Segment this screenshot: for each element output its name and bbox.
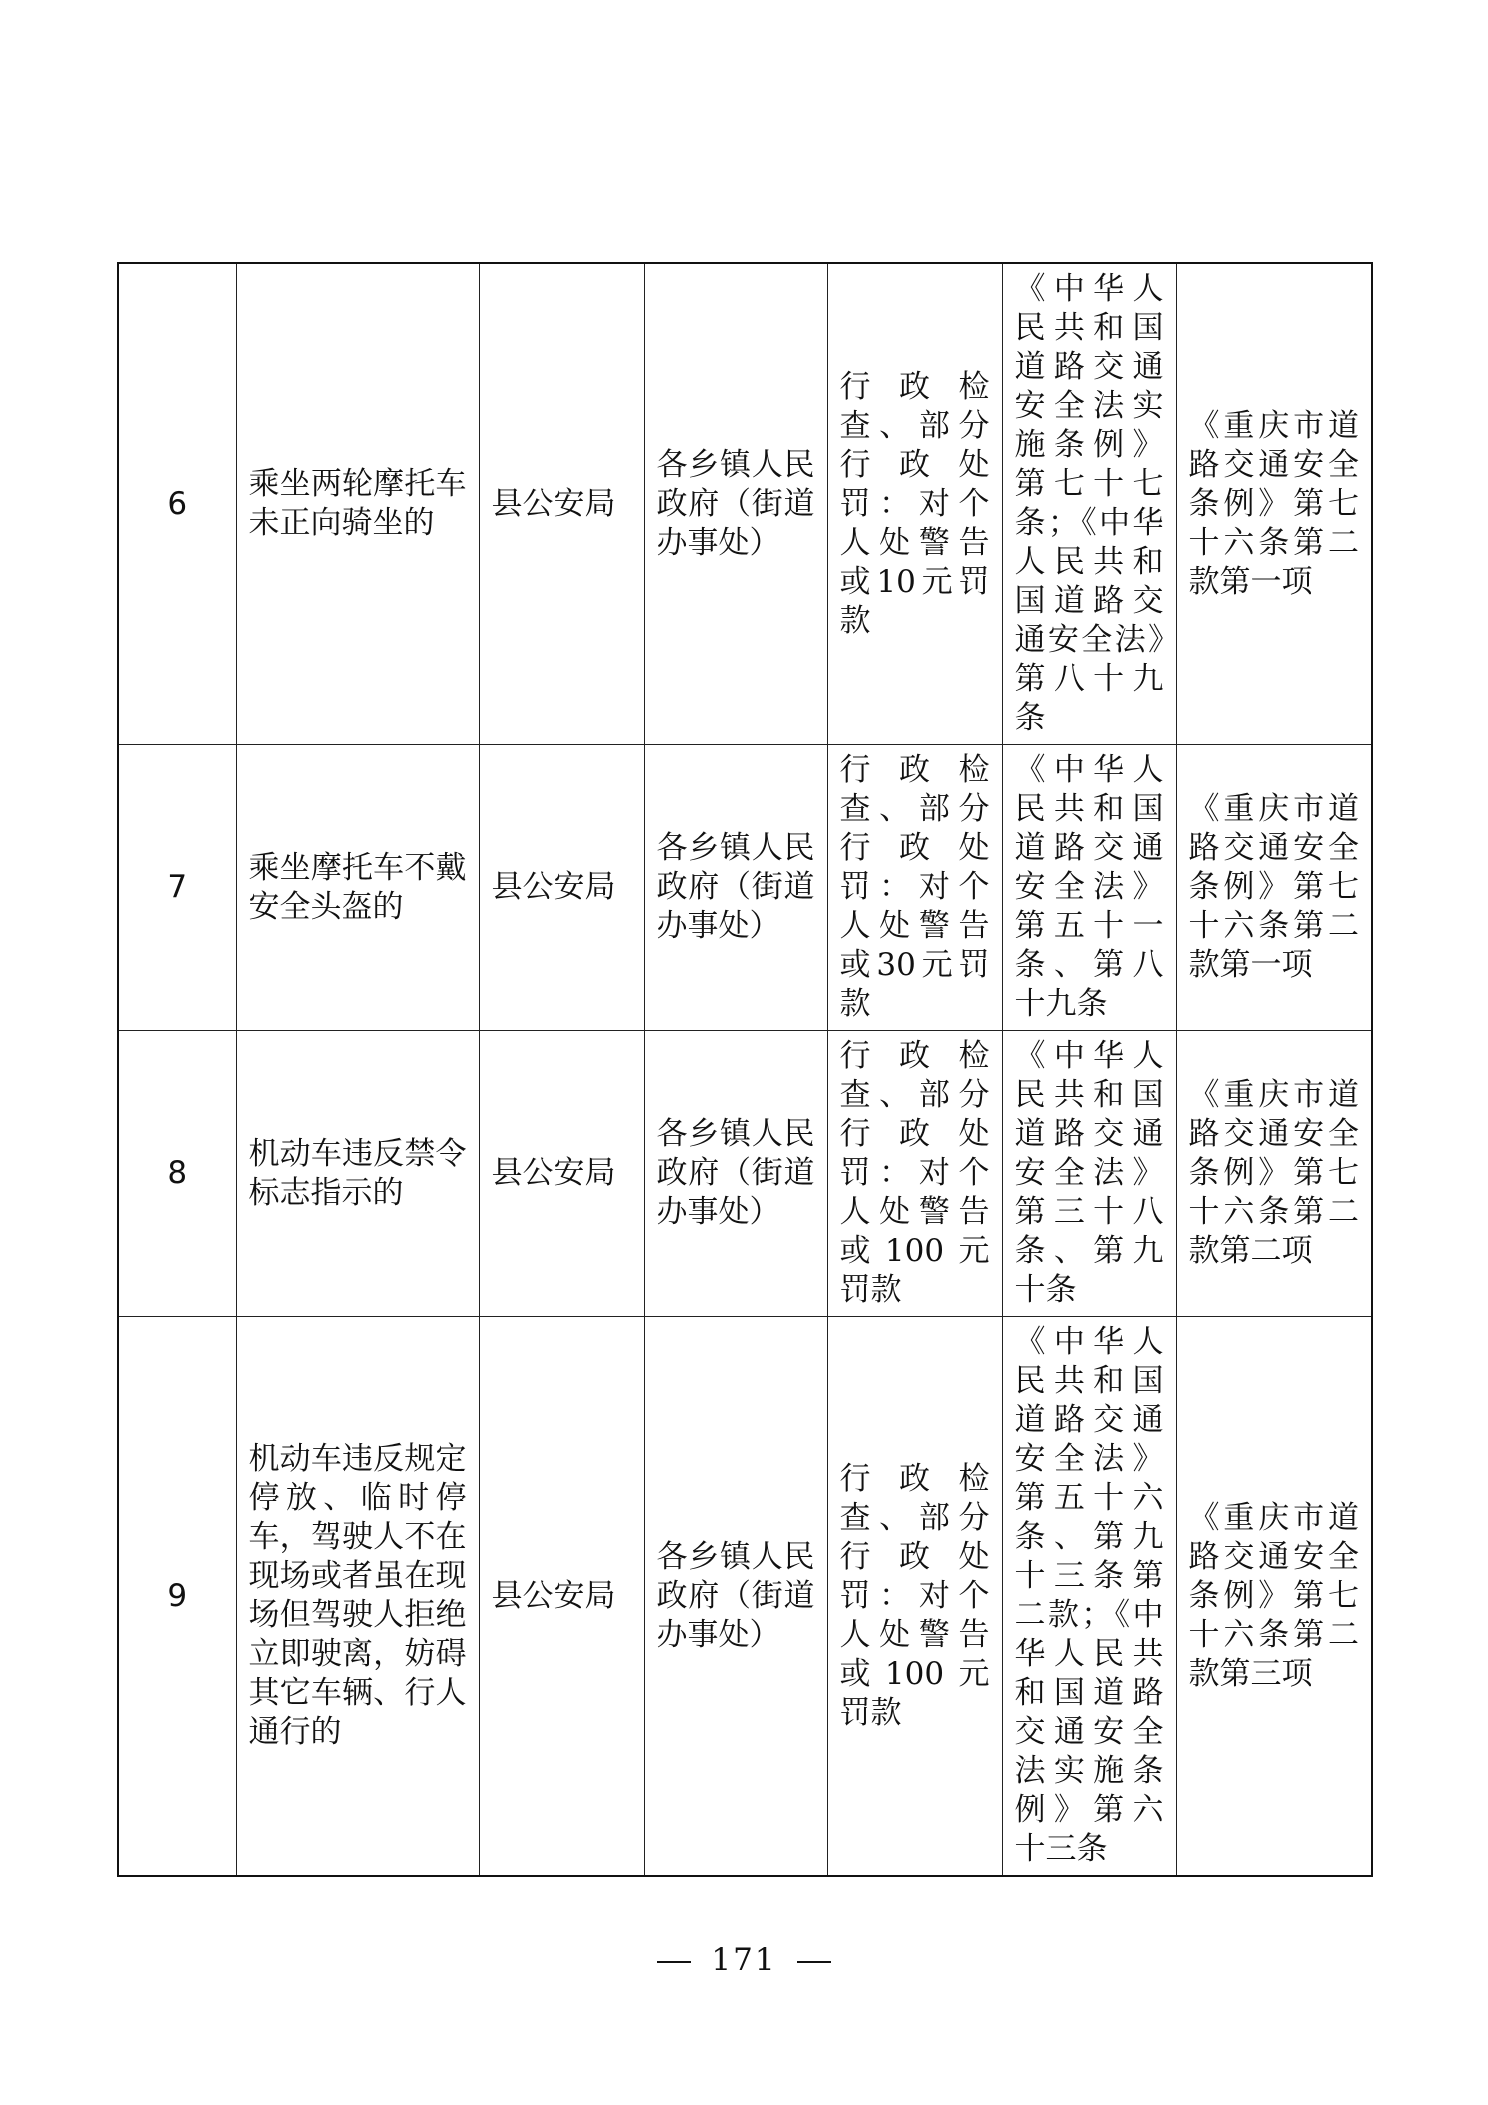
law-basis-cell: 《中华人民共和国道路交通安全法》第五十六条、第九十三条第二款；《中华人民共和国道路交通安全法实施条例》第六十三条 bbox=[1002, 1317, 1176, 1877]
scope-cell: 行政检查、部分行政处罚：对个人处警告或30元罚款 bbox=[827, 745, 1002, 1031]
page-number: 171 bbox=[711, 1942, 777, 1978]
entrusted-cell: 各乡镇人民政府（街道办事处） bbox=[644, 745, 827, 1031]
entrusted-cell: 各乡镇人民政府（街道办事处） bbox=[644, 1317, 827, 1877]
delegation-table bbox=[117, 262, 1373, 1877]
matter-cell: 机动车违反规定停放、临时停车，驾驶人不在现场或者虽在现场但驾驶人拒绝立即驶离，妨碍其它车辆、行人通行的 bbox=[236, 1317, 479, 1877]
law-basis-cell: 《中华人民共和国道路交通安全法实施条例》第七十七条；《中华人民共和国道路交通安全法》第八十九条 bbox=[1002, 263, 1176, 745]
scope-cell: 行政检查、部分行政处罚：对个人处警告或100元罚款 bbox=[827, 1031, 1002, 1317]
department-cell: 县公安局 bbox=[479, 1031, 644, 1317]
entrusted-cell: 各乡镇人民政府（街道办事处） bbox=[644, 1031, 827, 1317]
department-cell: 县公安局 bbox=[479, 263, 644, 745]
matter-cell: 乘坐两轮摩托车未正向骑坐的 bbox=[236, 263, 479, 745]
row-number: 8 bbox=[118, 1031, 236, 1317]
local-regulation-cell: 《重庆市道路交通安全条例》第七十六条第二款第二项 bbox=[1176, 1031, 1372, 1317]
scope-cell: 行政检查、部分行政处罚：对个人处警告或100元罚款 bbox=[827, 1317, 1002, 1877]
matter-cell: 机动车违反禁令标志指示的 bbox=[236, 1031, 479, 1317]
scope-cell: 行政检查、部分行政处罚：对个人处警告或10元罚款 bbox=[827, 263, 1002, 745]
page-footer bbox=[0, 1942, 1488, 1978]
matter-cell: 乘坐摩托车不戴安全头盔的 bbox=[236, 745, 479, 1031]
local-regulation-cell: 《重庆市道路交通安全条例》第七十六条第二款第一项 bbox=[1176, 745, 1372, 1031]
entrusted-cell: 各乡镇人民政府（街道办事处） bbox=[644, 263, 827, 745]
dash-left bbox=[657, 1961, 691, 1963]
table-row bbox=[118, 263, 1372, 745]
row-number: 6 bbox=[118, 263, 236, 745]
department-cell: 县公安局 bbox=[479, 745, 644, 1031]
local-regulation-cell: 《重庆市道路交通安全条例》第七十六条第二款第一项 bbox=[1176, 263, 1372, 745]
row-number: 7 bbox=[118, 745, 236, 1031]
law-basis-cell: 《中华人民共和国道路交通安全法》第三十八条、第九十条 bbox=[1002, 1031, 1176, 1317]
department-cell: 县公安局 bbox=[479, 1317, 644, 1877]
row-number: 9 bbox=[118, 1317, 236, 1877]
dash-right bbox=[797, 1961, 831, 1963]
law-basis-cell: 《中华人民共和国道路交通安全法》第五十一条、第八十九条 bbox=[1002, 745, 1176, 1031]
local-regulation-cell: 《重庆市道路交通安全条例》第七十六条第二款第三项 bbox=[1176, 1317, 1372, 1877]
table-row bbox=[118, 745, 1372, 1031]
table-row bbox=[118, 1317, 1372, 1877]
table-row bbox=[118, 1031, 1372, 1317]
